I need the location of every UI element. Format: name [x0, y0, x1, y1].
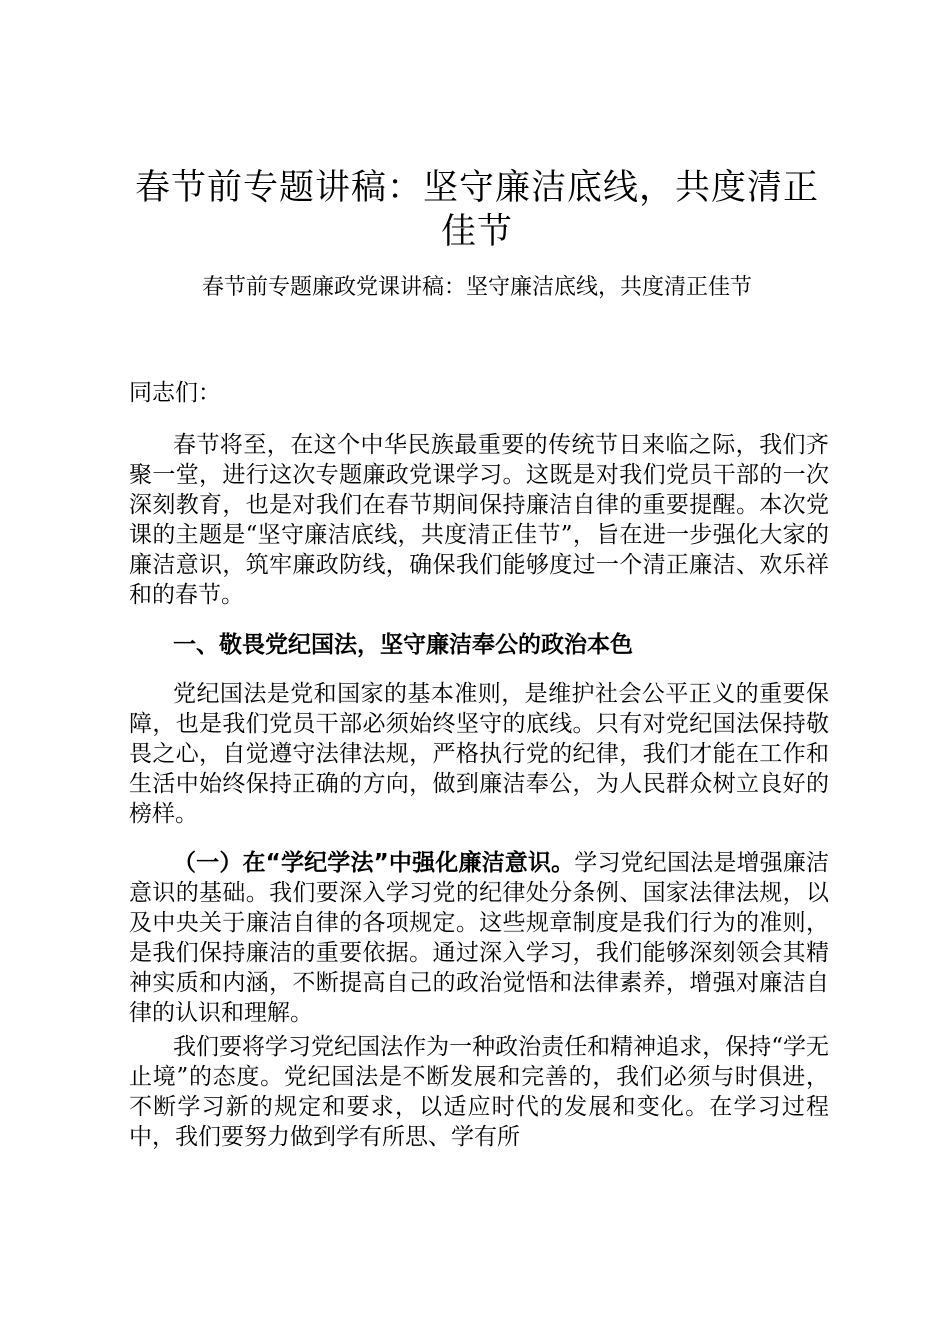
document-subtitle: 春节前专题廉政党课讲稿：坚守廉洁底线，共度清正佳节 [201, 275, 752, 300]
salutation: 同志们： [129, 380, 221, 406]
paragraph-subsection-1-cont: 我们要将学习党纪国法作为一种政治责任和精神追求，保持“学无止境”的态度。党纪国法是不断发展和完善的，我们必须与时俱进，不断学习新的规定和要求，以适应时代的发展和变化。在学习过程中，我们要努力做到学有所思、学有所 [129, 1034, 829, 1150]
paragraph-section-1: 党纪国法是党和国家的基本准则，是维护社会公平正义的重要保障，也是我们党员干部必须始终坚守的底线。只有对党纪国法保持敬畏之心，自觉遵守法律法规，严格执行党的纪律，我们才能在工作和生活中始终保持正确的方向，做到廉洁奉公，为人民群众树立良好的榜样。 [129, 681, 829, 827]
subsection-body-1: 学习党纪国法是增强廉洁意识的基础。我们要深入学习党的纪律处分条例、国家法律法规，以及中央关于廉洁自律的各项规定。这些规章制度是我们行为的准则，是我们保持廉洁的重要依据。通过深入学习，我们能够深刻领会其精神实质和内涵，不断提高自己的政治觉悟和法律素养，增强对廉洁自律的认识和理解。 [129, 850, 829, 1026]
paragraph-subsection-1 [129, 848, 829, 1028]
section-heading-1: 一、敬畏党纪国法，坚守廉洁奉公的政治本色 [173, 632, 633, 658]
paragraph-intro: 春节将至，在这个中华民族最重要的传统节日来临之际，我们齐聚一堂，进行这次专题廉政党课学习。这既是对我们党员干部的一次深刻教育，也是对我们在春节期间保持廉洁自律的重要提醒。本次党课的主题是“坚守廉洁底线，共度清正佳节”，旨在进一步强化大家的廉洁意识，筑牢廉政防线，确保我们能够度过一个清正廉洁、欢乐祥和的春节。 [129, 432, 829, 608]
subsection-heading-1: （一）在“学纪学法”中强化廉洁意识。 [173, 850, 575, 876]
document-title: 春节前专题讲稿：坚守廉洁底线，共度清正佳节 [134, 168, 819, 252]
